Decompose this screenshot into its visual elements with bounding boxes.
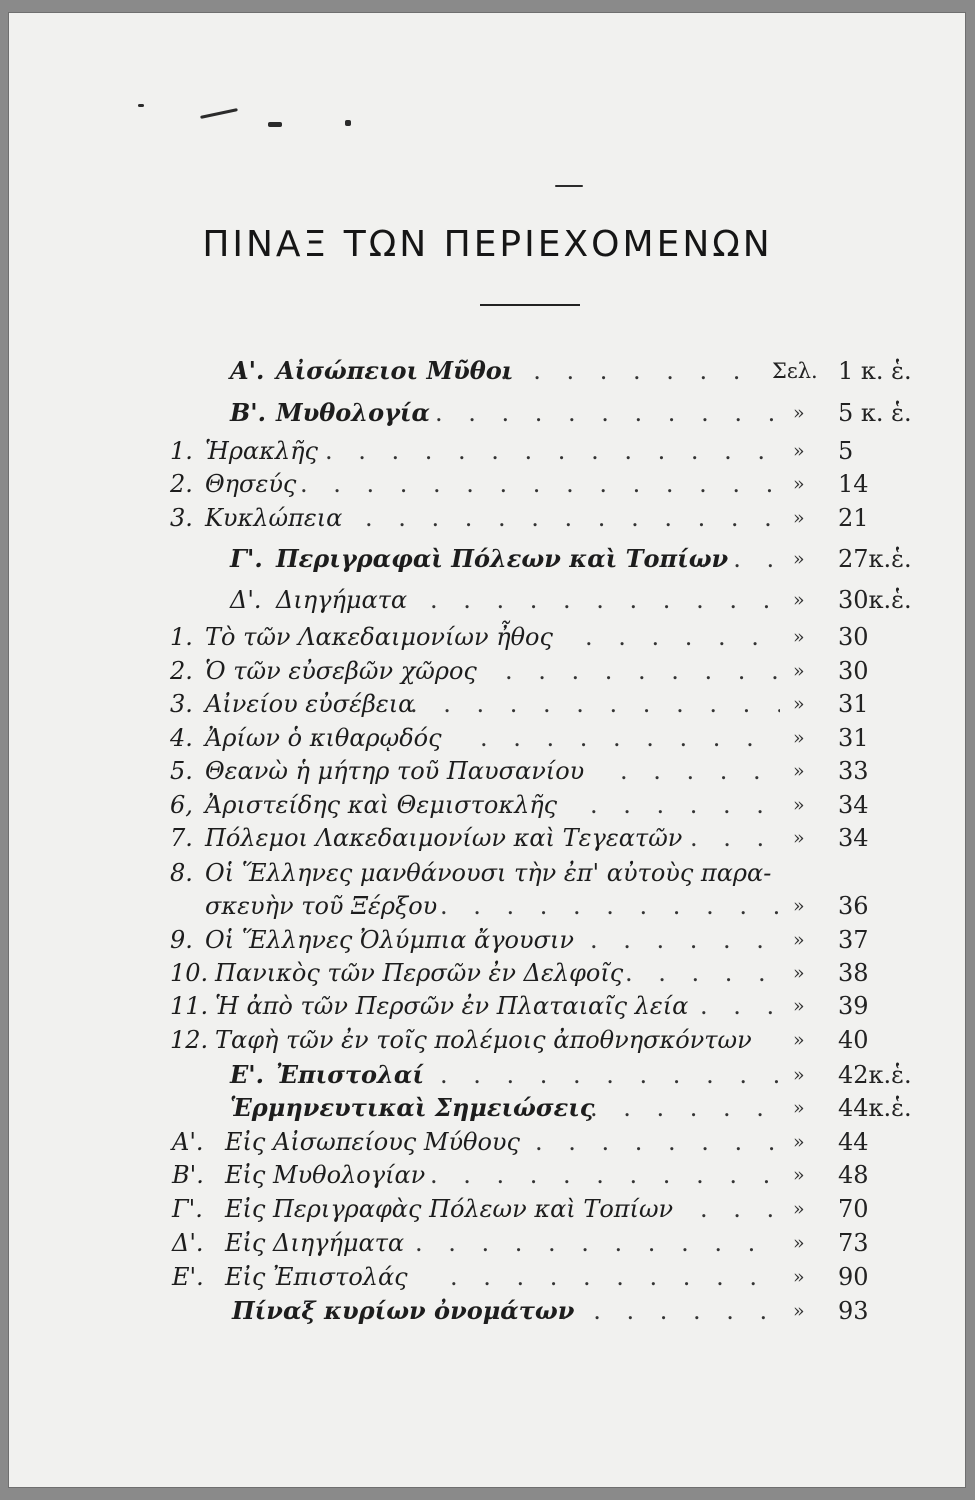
- entry-title: Οἱ Ἕλληνες Ὀλύμπια ἄγουσιν: [205, 926, 574, 954]
- toc-entry: [0, 1261, 975, 1293]
- dot-leader: [435, 397, 780, 429]
- entry-number: Β'.: [172, 1161, 204, 1189]
- page-number: 70: [838, 1195, 869, 1223]
- dot-leader: [535, 1126, 780, 1158]
- page-number: 44: [838, 1128, 869, 1156]
- dot-leader: [690, 822, 780, 854]
- page-number: 30κ.ἑ.: [838, 586, 912, 614]
- ditto-mark: »: [793, 1266, 805, 1288]
- page-number: 30: [838, 657, 869, 685]
- entry-title: Θησεύς: [205, 470, 297, 498]
- entry-number: 1.: [170, 437, 193, 465]
- ditto-mark: »: [793, 727, 805, 749]
- ditto-mark: »: [793, 548, 805, 570]
- page-number: 34: [838, 824, 869, 852]
- page-number: 90: [838, 1263, 869, 1291]
- ditto-mark: »: [793, 827, 805, 849]
- page-number: 36: [838, 892, 869, 920]
- page-number: 14: [838, 470, 869, 498]
- entry-title: Ἀριστείδης καὶ Θεμιστοκλῆς: [205, 791, 558, 819]
- entry-number: 3.: [170, 690, 193, 718]
- toc-entry: [0, 655, 975, 687]
- entry-title: Ἡρακλῆς: [205, 437, 318, 465]
- dot-leader: [440, 1059, 780, 1091]
- entry-number: Γ'.: [230, 544, 263, 573]
- page-number: 5: [838, 437, 854, 465]
- entry-number: 8.: [170, 859, 193, 887]
- dot-leader: [700, 543, 780, 575]
- dot-leader: [620, 755, 780, 787]
- entry-title: Πίναξ κυρίων ὀνομάτων: [232, 1296, 575, 1325]
- page-number: 31: [838, 724, 869, 752]
- entry-number: Ε'.: [230, 1060, 264, 1089]
- entry-number: 12.: [170, 1026, 209, 1054]
- entry-title: Διηγήματα: [276, 586, 408, 614]
- dot-leader: [505, 655, 780, 687]
- ditto-mark: »: [793, 1029, 805, 1051]
- page-number: 5 κ. ἑ.: [838, 399, 912, 427]
- toc-entry: [0, 755, 975, 787]
- entry-number: 9.: [170, 926, 193, 954]
- page-number: 31: [838, 690, 869, 718]
- page-number: 37: [838, 926, 869, 954]
- ditto-mark: »: [793, 1300, 805, 1322]
- page-number: 93: [838, 1297, 869, 1325]
- dot-leader: [700, 1193, 780, 1225]
- entry-title: Ἑρμηνευτικαὶ Σημειώσεις: [230, 1093, 595, 1122]
- toc-entry: [0, 924, 975, 956]
- page-number: 30: [838, 623, 869, 651]
- entry-title: Ταφὴ τῶν ἐν τοῖς πολέμοις ἀποθνησκόντων: [215, 1026, 752, 1054]
- entry-number: Ε'.: [172, 1263, 204, 1291]
- page-number: 34: [838, 791, 869, 819]
- page-number: 40: [838, 1026, 869, 1054]
- toc-entry: [0, 857, 975, 889]
- page-number: 42κ.ἑ.: [838, 1061, 912, 1089]
- entry-number: Δ'.: [230, 586, 262, 614]
- dot-leader: [625, 957, 780, 989]
- toc-entry-G: [0, 543, 975, 575]
- toc-entry-B: [0, 397, 975, 429]
- entry-title: Μυθολογία: [276, 398, 430, 427]
- entry-number: 5.: [170, 757, 193, 785]
- toc-entry-continuation: [0, 890, 975, 922]
- ditto-mark: »: [793, 626, 805, 648]
- dot-leader: [500, 355, 760, 387]
- page-number: 38: [838, 959, 869, 987]
- dot-leader: [700, 990, 780, 1022]
- ditto-mark: »: [793, 794, 805, 816]
- dot-leader: [590, 789, 780, 821]
- ditto-mark: »: [793, 473, 805, 495]
- toc-entry: [0, 990, 975, 1022]
- entry-title: Ἀρίων ὁ κιθαρῳδός: [205, 724, 442, 752]
- entry-number: 6,: [170, 791, 193, 819]
- ditto-mark: »: [793, 660, 805, 682]
- entry-title: Εἰς Περιγραφὰς Πόλεων καὶ Τοπίων: [225, 1195, 674, 1223]
- toc-entry: [0, 957, 975, 989]
- dot-leader: [365, 502, 780, 534]
- ditto-mark: »: [793, 1064, 805, 1086]
- page-number: 27κ.ἑ.: [838, 545, 912, 573]
- dot-leader: [590, 924, 780, 956]
- dot-leader: [560, 1295, 780, 1327]
- entry-title: Αἰνείου εὐσέβεια: [205, 690, 415, 718]
- entry-title: Περιγραφαὶ Πόλεων καὶ Τοπίων: [276, 544, 729, 573]
- entry-title: Πανικὸς τῶν Περσῶν ἐν Δελφοῖς: [215, 959, 624, 987]
- ditto-mark: »: [793, 1232, 805, 1254]
- ditto-mark: »: [793, 1198, 805, 1220]
- entry-title: Ἐπιστολαί: [276, 1060, 424, 1089]
- entry-number: 10.: [170, 959, 209, 987]
- dot-leader: [440, 890, 780, 922]
- ditto-mark: »: [793, 995, 805, 1017]
- ditto-mark: »: [793, 1097, 805, 1119]
- entry-title: Εἰς Μυθολογίαν: [225, 1161, 426, 1189]
- entry-title: Εἰς Ἐπιστολάς: [225, 1263, 408, 1291]
- ditto-mark: »: [793, 895, 805, 917]
- entry-number: Α'.: [230, 356, 265, 385]
- entry-number: Δ'.: [172, 1229, 204, 1257]
- entry-title: Κυκλώπεια: [205, 504, 343, 532]
- entry-number: 1.: [170, 623, 193, 651]
- dot-leader: [480, 722, 780, 754]
- toc-entry: [0, 1159, 975, 1191]
- toc-entry: [0, 688, 975, 720]
- entry-number: 3.: [170, 504, 193, 532]
- dot-leader: [430, 584, 780, 616]
- entry-title: Αἰσώπειοι Μῦθοι: [276, 356, 514, 385]
- entry-number: 4.: [170, 724, 193, 752]
- toc-entry: [0, 1193, 975, 1225]
- toc-entry-notes: [0, 1092, 975, 1124]
- toc-entry-E: [0, 1059, 975, 1091]
- ditto-mark: »: [793, 1164, 805, 1186]
- toc-entry-A: [0, 355, 975, 387]
- toc-entry: [0, 822, 975, 854]
- entry-title: Εἰς Διηγήματα: [225, 1229, 405, 1257]
- ditto-mark: »: [793, 962, 805, 984]
- page-number: 39: [838, 992, 869, 1020]
- ditto-mark: »: [793, 693, 805, 715]
- entry-number: 2.: [170, 657, 193, 685]
- entry-number: 2.: [170, 470, 193, 498]
- dot-leader: [325, 435, 780, 467]
- entry-number: 11.: [170, 992, 209, 1020]
- entry-number: Α'.: [172, 1128, 204, 1156]
- page-title: ΠΙΝΑΞ ΤΩΝ ΠΕΡΙΕΧΟΜΕΝΩΝ: [202, 224, 773, 265]
- entry-title: Τὸ τῶν Λακεδαιμονίων ἦθος: [205, 623, 553, 651]
- page-number: 48: [838, 1161, 869, 1189]
- entry-title: Οἱ Ἕλληνες μανθάνουσι τὴν ἐπ' αὐτοὺς παρα-: [205, 859, 772, 887]
- toc-entry: [0, 435, 975, 467]
- entry-title: Ὁ τῶν εὐσεβῶν χῶρος: [205, 657, 477, 685]
- entry-title: Πόλεμοι Λακεδαιμονίων καὶ Τεγεατῶν: [205, 824, 683, 852]
- ditto-mark: »: [793, 929, 805, 951]
- page-number: 21: [838, 504, 869, 532]
- entry-number: 7.: [170, 824, 193, 852]
- ditto-mark: »: [793, 402, 805, 424]
- entry-title-continuation: σκευὴν τοῦ Ξέρξου: [205, 892, 438, 920]
- toc-entry: [0, 1227, 975, 1259]
- toc-entry: [0, 1126, 975, 1158]
- page-label: Σελ.: [772, 359, 818, 383]
- dot-leader: [590, 1092, 780, 1124]
- ditto-mark: »: [793, 507, 805, 529]
- ditto-mark: »: [793, 589, 805, 611]
- toc-entry: [0, 468, 975, 500]
- dot-leader: [430, 1159, 780, 1191]
- ditto-mark: »: [793, 760, 805, 782]
- ditto-mark: »: [793, 1131, 805, 1153]
- dot-leader: [450, 1261, 780, 1293]
- toc-entry-D: [0, 584, 975, 616]
- page-number: 33: [838, 757, 869, 785]
- toc-entry: [0, 722, 975, 754]
- entry-number: Β'.: [230, 398, 266, 427]
- dot-leader: [410, 688, 780, 720]
- dot-leader: [300, 468, 780, 500]
- toc-entry: [0, 621, 975, 653]
- toc-entry-index: [0, 1295, 975, 1327]
- toc-entry: [0, 502, 975, 534]
- entry-number: Γ'.: [172, 1195, 203, 1223]
- page-number: 44κ.ἑ.: [838, 1094, 912, 1122]
- entry-title: Εἰς Αἰσωπείους Μύθους: [225, 1128, 520, 1156]
- entry-title: Ἡ ἀπὸ τῶν Περσῶν ἐν Πλαταιαῖς λεία: [215, 992, 689, 1020]
- page-number: 73: [838, 1229, 869, 1257]
- entry-title: Θεανὼ ἡ μήτηρ τοῦ Παυσανίου: [205, 757, 585, 785]
- toc-entry: [0, 1024, 975, 1056]
- toc-entry: [0, 789, 975, 821]
- page-number: 1 κ. ἑ.: [838, 357, 912, 385]
- ditto-mark: »: [793, 440, 805, 462]
- dot-leader: [585, 621, 780, 653]
- dot-leader: [415, 1227, 780, 1259]
